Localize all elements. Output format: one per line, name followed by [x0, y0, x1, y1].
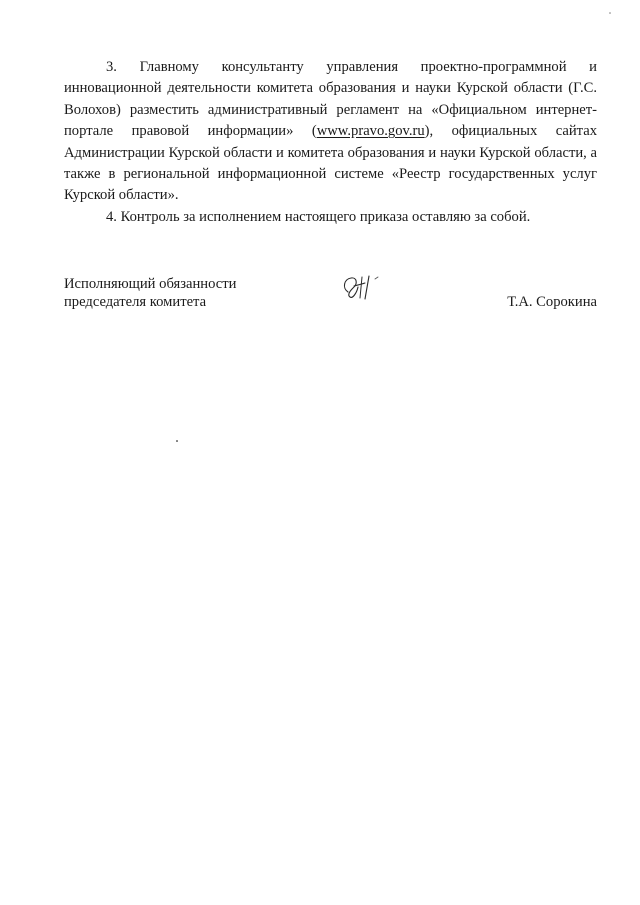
paragraph-3 [64, 57, 597, 207]
signer-name: Т.А. Сорокина [507, 294, 597, 310]
handwritten-signature [338, 270, 390, 304]
pravo-gov-link[interactable]: www.pravo.gov.ru [316, 123, 425, 140]
signer-position-line-1: Исполняющий обязанности [64, 276, 237, 292]
paragraph-3-text-start: 3. Главному консультанту управления проектно-программной и инновационной деятельности комитета образования и науки Курской области (Г.С. Волохов) разместить административный регламент на «Официальном интернет-портале правовой информации» ( [64, 59, 597, 140]
scan-speck [176, 440, 178, 442]
paragraph-4: 4. Контроль за исполнением настоящего приказа оставляю за собой. [106, 208, 531, 225]
paragraph-3-text-end: ), официальных сайтах Администрации Курской области и комитета образования и науки Курской области, а также в региональной информационной системе «Реестр государственных услуг Курской области». [64, 123, 598, 204]
signer-position-line-2: председателя комитета [64, 294, 207, 310]
signer-position [64, 275, 324, 311]
document-body [64, 57, 597, 228]
scan-speck [609, 12, 611, 14]
